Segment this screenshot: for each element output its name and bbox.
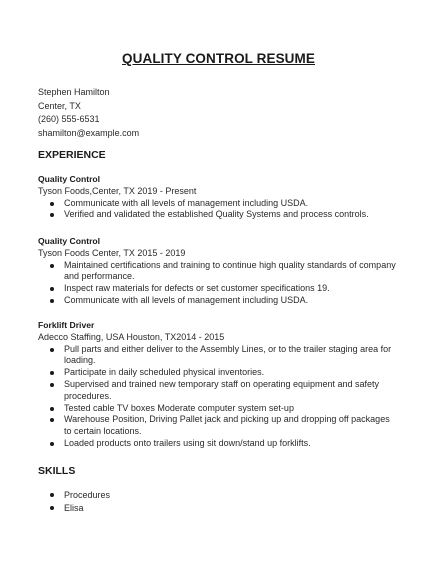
skills-block (38, 489, 398, 515)
job-3 (38, 320, 398, 450)
job-bullet: Supervised and trained new temporary staff on operating equipment and safety procedures. (64, 379, 398, 403)
job-bullet: Communicate with all levels of management including USDA. (64, 295, 398, 307)
resume-title: QUALITY CONTROL RESUME (122, 51, 315, 66)
job-bullets (38, 260, 398, 307)
job-company-line: Tyson Foods,Center, TX 2019 - Present (38, 185, 197, 196)
job-bullet: Participate in daily scheduled physical inventories. (64, 367, 398, 379)
job-title: Forklift Driver (38, 320, 95, 330)
skills-heading: SKILLS (38, 465, 76, 477)
job-bullet: Verified and validated the established Quality Systems and process controls. (64, 209, 398, 221)
job-title: Quality Control (38, 174, 101, 184)
job-bullet: Warehouse Position, Driving Pallet jack and picking up and dropping off packages to certain locations. (64, 414, 398, 438)
experience-heading: EXPERIENCE (38, 149, 106, 161)
job-bullets (38, 344, 398, 450)
job-bullet: Loaded products onto trailers using sit down/stand up forklifts. (64, 438, 398, 450)
job-bullet: Pull parts and either deliver to the Assembly Lines, or to the trailer staging area for loading. (64, 344, 398, 368)
job-bullet: Inspect raw materials for defects or set customer specifications 19. (64, 283, 398, 295)
job-2 (38, 236, 398, 307)
job-company-line: Adecco Staffing, USA Houston, TX2014 - 2015 (38, 331, 225, 342)
skills-list (38, 489, 398, 515)
job-1 (38, 174, 398, 221)
job-bullet: Communicate with all levels of management including USDA. (64, 198, 398, 210)
contact-name: Stephen Hamilton (38, 87, 110, 97)
job-bullet: Tested cable TV boxes Moderate computer system set-up (64, 403, 398, 415)
job-title: Quality Control (38, 236, 101, 246)
contact-block (38, 86, 139, 141)
contact-email: shamilton@example.com (38, 128, 140, 139)
contact-location: Center, TX (38, 100, 81, 111)
skill-item: Procedures (64, 489, 398, 502)
job-bullet: Maintained certifications and training to continue high quality standards of company and performance. (64, 260, 398, 284)
job-company-line: Tyson Foods Center, TX 2015 - 2019 (38, 247, 186, 258)
job-bullets (38, 198, 398, 222)
contact-phone: (260) 555-6531 (38, 114, 100, 125)
skill-item: Elisa (64, 502, 398, 515)
